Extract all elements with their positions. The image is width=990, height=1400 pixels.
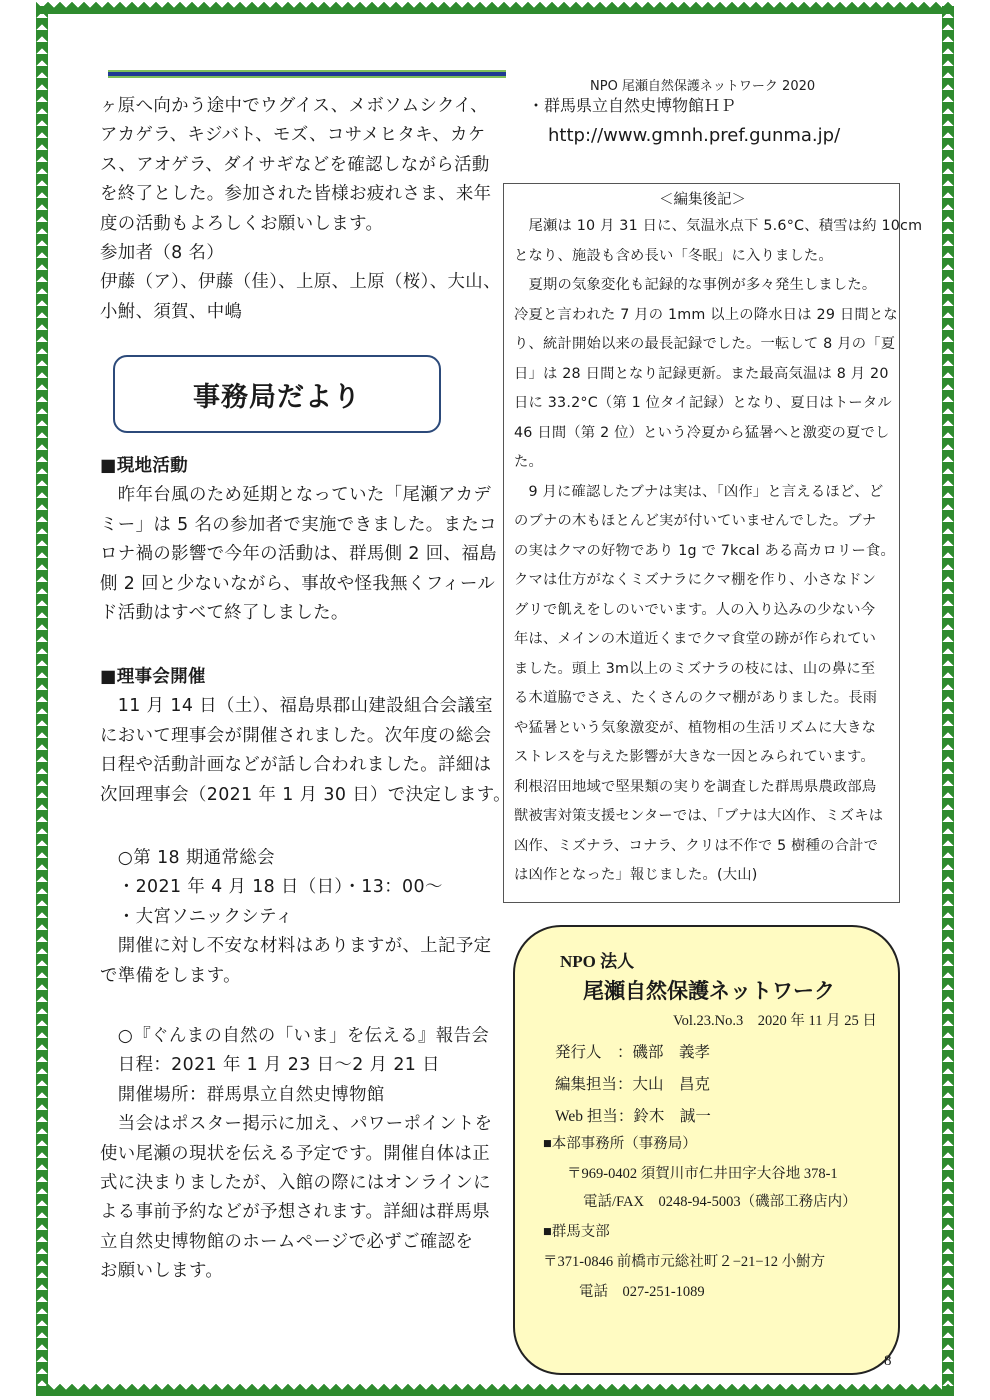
text-line: ・大宮ソニックシティ bbox=[100, 906, 294, 927]
section-title: 事務局だより bbox=[193, 381, 361, 413]
editors-note-box bbox=[503, 183, 923, 903]
text-line: 開催場所：群馬県立自然史博物館 bbox=[100, 1084, 385, 1105]
text-line: ド活動はすべて終了しました。 bbox=[100, 602, 349, 623]
decorative-border-left bbox=[36, 6, 48, 1394]
riji-section bbox=[100, 663, 511, 810]
text-line: ました。頭上 3m以上のミズナラの枝には、山の鼻に至 bbox=[514, 660, 876, 677]
text-line: は凶作となった」報じました。(大山) bbox=[514, 867, 758, 883]
header-org: NPO 尾瀬自然保護ネットワーク 2020 bbox=[590, 79, 816, 94]
text-line: において理事会が開催されました。次年度の総会 bbox=[100, 725, 492, 746]
text-line: となり、施設も含め長い「冬眠」に入りました。 bbox=[514, 247, 833, 264]
text-line: 利根沼田地域で堅果類の実りを調査した群馬県農政部鳥 bbox=[514, 778, 877, 795]
org-volume: Vol.23.No.3 2020 年 11 月 25 日 bbox=[673, 1013, 877, 1029]
decorative-border-right bbox=[942, 6, 954, 1394]
text-line: 小鮒、須賀、中嶋 bbox=[100, 301, 243, 322]
text-line: ○第 18 期通常総会 bbox=[100, 848, 275, 868]
text-line: 側 2 回と少ないながら、事故や怪我無くフィール bbox=[100, 573, 496, 594]
text-line: 9 月に確認したブナは実は、「凶作」と言えるほど、ど bbox=[514, 483, 884, 500]
text-line: た。 bbox=[514, 454, 543, 470]
text-line: 46 日間（第 2 位）という冷夏から猛暑へと激変の夏でし bbox=[514, 424, 890, 441]
text-line: 次回理事会（2021 年 1 月 30 日）で決定します。 bbox=[100, 784, 511, 805]
org-hq-heading: ■本部事務所（事務局） bbox=[543, 1136, 697, 1152]
text-line: 日程や活動計画などが話し合われました。詳細は bbox=[100, 755, 492, 776]
text-line: ミー」は 5 名の参加者で実施できました。またコ bbox=[100, 514, 497, 535]
text-line: アカゲラ、キジバト、モズ、コサメヒタキ、カケ bbox=[100, 125, 486, 146]
org-gunma-address: 〒371-0846 前橋市元総社町２−21−12 小鮒方 bbox=[543, 1254, 826, 1270]
text-line: 日」は 28 日間となり記録更新。また最高気温は 8 月 20 bbox=[514, 365, 889, 382]
org-hq-tel: 電話/FAX 0248-94-5003（磯部工務店内） bbox=[583, 1194, 857, 1210]
editors-note-title: ＜編集後記＞ bbox=[659, 192, 746, 208]
text-line: 開催に対し不安な材料はありますが、上記予定 bbox=[100, 936, 492, 957]
section-heading: ■理事会開催 bbox=[100, 667, 206, 687]
houkoku-section bbox=[100, 1022, 493, 1287]
text-line: り、統計開始以来の最長記録でした。一転して 8 月の「夏 bbox=[514, 336, 896, 352]
header-rule bbox=[108, 70, 506, 78]
text-line: グリで飢えをしのいでいます。人の入り込みの少ない今 bbox=[514, 601, 876, 618]
text-line: ス、アオゲラ、ダイサギなどを確認しながら活動 bbox=[100, 154, 490, 175]
text-line: よる事前予約などが予想されます。詳細は群馬県 bbox=[100, 1202, 491, 1223]
genchi-section bbox=[100, 452, 497, 628]
text-line: 式に決まりましたが、入館の際にはオンラインに bbox=[100, 1172, 491, 1193]
text-line: 立自然史博物館のホームページで必ずご確認を bbox=[100, 1231, 474, 1252]
text-line: 昨年台風のため延期となっていた「尾瀬アカデ bbox=[100, 485, 492, 506]
org-gunma-heading: ■群馬支部 bbox=[543, 1224, 610, 1240]
text-line: 夏期の気象変化も記録的な事例が多々発生しました。 bbox=[514, 277, 877, 293]
museum-label: ・群馬県立自然史博物館ＨＰ bbox=[528, 96, 737, 115]
text-line: 使い尾瀬の現状を伝える予定です。開催自体は正 bbox=[100, 1143, 491, 1164]
org-npo-label: NPO 法人 bbox=[560, 952, 635, 971]
text-line: 当会はポスター掲示に加え、パワーポイントを bbox=[100, 1114, 493, 1135]
page-number: 8 bbox=[884, 1353, 892, 1369]
org-hq-address: 〒969-0402 須賀川市仁井田字大谷地 378-1 bbox=[567, 1166, 838, 1182]
text-line: 年は、メインの木道近くまでクマ食堂の跡が作られてい bbox=[514, 631, 877, 647]
text-line: お願いします。 bbox=[100, 1261, 224, 1282]
section-heading: ■現地活動 bbox=[100, 456, 188, 476]
decorative-border-top bbox=[36, 2, 954, 14]
museum-url-link[interactable]: http://www.gmnh.pref.gunma.jp/ bbox=[548, 125, 841, 146]
org-name: 尾瀬自然保護ネットワーク bbox=[583, 979, 835, 1003]
section-title-box bbox=[113, 355, 441, 433]
text-line: 尾瀬は 10 月 31 日に、気温氷点下 5.6°C、積雪は約 10cm bbox=[514, 218, 923, 234]
text-line: を終了とした。参加された皆様お疲れさま、来年 bbox=[100, 184, 492, 205]
text-line: 度の活動もよろしくお願いします。 bbox=[100, 213, 384, 234]
text-line: 参加者（8 名） bbox=[100, 242, 225, 263]
text-line: 獣被害対策支援センターでは、「ブナは大凶作、ミズキは bbox=[514, 808, 884, 824]
org-gunma-tel: 電話 027-251-1089 bbox=[579, 1284, 705, 1300]
intro-paragraph bbox=[100, 92, 501, 327]
org-publisher: 発行人 ：磯部 義孝 bbox=[555, 1044, 711, 1061]
text-line: ・2021 年 4 月 18 日（日）・13：00～ bbox=[100, 877, 443, 898]
org-editor: 編集担当：大山 昌克 bbox=[555, 1076, 711, 1093]
text-line: ○『ぐんまの自然の「いま」を伝える』報告会 bbox=[100, 1026, 490, 1046]
text-line: ヶ原へ向かう途中でウグイス、メボソムシクイ、 bbox=[100, 96, 488, 116]
text-line: る木道脇でさえ、たくさんのクマ棚がありました。長雨 bbox=[514, 690, 878, 706]
text-line: 凶作、ミズナラ、コナラ、クリは不作で 5 樹種の合計で bbox=[514, 837, 879, 854]
soukai-section bbox=[100, 844, 490, 991]
org-info-box bbox=[513, 925, 900, 1375]
org-web: Web 担当：鈴木 誠一 bbox=[555, 1108, 711, 1125]
text-line: 日に 33.2°C（第 1 位タイ記録）となり、夏日はトータル bbox=[514, 395, 892, 411]
text-line: 冷夏と言われた 7 月の 1mm 以上の降水日は 29 日間とな bbox=[514, 306, 898, 323]
text-line: で準備をします。 bbox=[100, 965, 241, 986]
text-line: 伊藤（ア）、伊藤（佳）、上原、上原（桜）、大山、 bbox=[100, 272, 501, 293]
text-line: ストレスを与えた影響が大きな一因とみられています。 bbox=[514, 749, 875, 765]
text-line: 11 月 14 日（土）、福島県郡山建設組合会議室 bbox=[100, 696, 493, 717]
text-line: のブナの木もほとんど実が付いていませんでした。ブナ bbox=[514, 513, 877, 529]
decorative-border-bottom bbox=[36, 1384, 954, 1396]
text-line: クマは仕方がなくミズナラにクマ棚を作り、小さなドン bbox=[514, 572, 877, 588]
text-line: の実はクマの好物であり 1g で 7kcal ある高カロリー食。 bbox=[514, 542, 895, 559]
text-line: 日程：2021 年 1 月 23 日～2 月 21 日 bbox=[100, 1055, 440, 1076]
text-line: ロナ禍の影響で今年の活動は、群馬側 2 回、福島 bbox=[100, 544, 497, 565]
text-line: や猛暑という気象激変が、植物相の生活リズムに大きな bbox=[514, 719, 877, 736]
